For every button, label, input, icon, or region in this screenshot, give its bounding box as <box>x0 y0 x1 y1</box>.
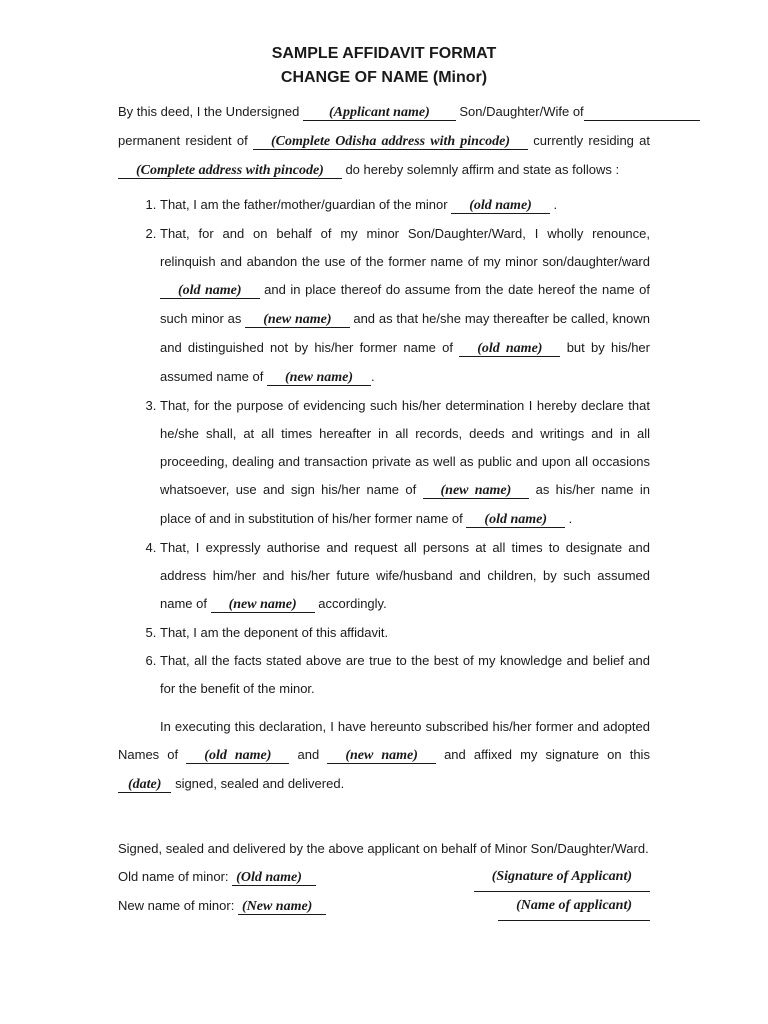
declaration-item-3 <box>160 392 650 534</box>
item-3-text-b: as his/her name in place of and in substitution of his/her former name of <box>160 482 650 526</box>
intro-text-1: By this deed, I the Undersigned <box>118 104 300 119</box>
executing-text-c: and affixed my signature on this <box>444 747 650 762</box>
old-name-field: (old name) <box>459 341 560 357</box>
new-name-field: (new name) <box>327 748 436 764</box>
declaration-item-1 <box>160 191 650 220</box>
item-3-end: . <box>568 511 573 526</box>
intro-text-2: Son/Daughter/Wife of <box>459 104 584 119</box>
relation-blank-field <box>584 105 700 121</box>
declaration-item-4 <box>160 534 650 619</box>
intro-text-3: permanent resident of <box>118 133 248 148</box>
executing-text-b: and <box>297 747 320 762</box>
item-4-text-a: That, I expressly authorise and request all persons at all times to designate and address him/her and his/her future wife/husband and children, by such assumed name of <box>160 540 650 611</box>
old-name-minor-field: (Old name) <box>232 870 316 886</box>
signed-paragraph <box>118 835 650 863</box>
intro-text-4: currently residing at <box>533 133 650 148</box>
new-name-row <box>118 892 650 921</box>
declaration-item-5: 5. That, I am the deponent of this affidavit. <box>160 619 650 647</box>
item-2-text-d: but by his/her assumed name of <box>160 340 650 384</box>
item-1-text: That, I am the father/mother/guardian of the minor <box>160 197 448 212</box>
new-name-field: (new name) <box>267 370 371 386</box>
current-address-field: (Complete address with pincode) <box>118 163 342 179</box>
new-name-field: (new name) <box>211 597 315 613</box>
permanent-address-field: (Complete Odisha address with pincode) <box>253 134 528 150</box>
old-name-label: Old name of minor: <box>118 869 229 884</box>
item-2-text-c: and as that he/she may thereafter be called, known and distinguished not by his/her former name of <box>160 311 650 355</box>
old-name-row <box>118 863 650 892</box>
old-name-field: (old name) <box>160 283 260 299</box>
old-name-field: (old name) <box>451 198 550 214</box>
declaration-item-6: 6. That, all the facts stated above are true to the best of my knowledge and belief and for the benefit of the minor. <box>160 647 650 703</box>
executing-paragraph <box>118 713 650 799</box>
old-name-field: (old name) <box>186 748 289 764</box>
old-name-field: (old name) <box>466 512 565 528</box>
item-1-end: . <box>553 197 558 212</box>
declaration-item-2 <box>160 220 650 392</box>
intro-paragraph <box>118 98 650 185</box>
new-name-label: New name of minor: <box>118 898 235 913</box>
intro-text-5: do hereby solemnly affirm and state as follows : <box>345 162 620 177</box>
item-3-text-a: That, for the purpose of evidencing such his/her determination I hereby declare that he/she shall, at all times hereafter in all records, deeds and writings and in all proceeding, dealing and transaction private as well as public and upon all occasions whatsoever, use and sign his/her name of <box>160 398 650 497</box>
executing-text-a: In executing this declaration, I have hereunto subscribed his/her former and adopted Names of <box>118 719 650 762</box>
item-2-text-a: That, for and on behalf of my minor Son/Daughter/Ward, I wholly renounce, relinquish and abandon the use of the former name of my minor son/daughter/ward <box>160 226 650 269</box>
document-title: SAMPLE AFFIDAVIT FORMAT <box>271 45 497 62</box>
declaration-list <box>160 191 650 703</box>
signed-text: Signed, sealed and delivered by the above applicant on behalf of Minor Son/Daughter/Ward. <box>118 841 649 856</box>
new-name-field: (new name) <box>423 483 530 499</box>
item-4-text-b: accordingly. <box>318 596 387 611</box>
executing-text-d: signed, sealed and delivered. <box>175 776 345 791</box>
date-field: (date) <box>118 777 171 793</box>
item-2-end: . <box>371 369 375 384</box>
applicant-name-field: (Applicant name) <box>303 105 456 121</box>
name-of-applicant-field: (Name of applicant) <box>498 892 650 921</box>
item-2-text-b: and in place thereof do assume from the date hereof the name of such minor as <box>160 282 650 326</box>
new-name-field: (new name) <box>245 312 349 328</box>
new-name-minor-field: (New name) <box>238 899 326 915</box>
signature-of-applicant-field: (Signature of Applicant) <box>474 863 650 892</box>
document-subtitle: CHANGE OF NAME (Minor) <box>280 69 488 86</box>
